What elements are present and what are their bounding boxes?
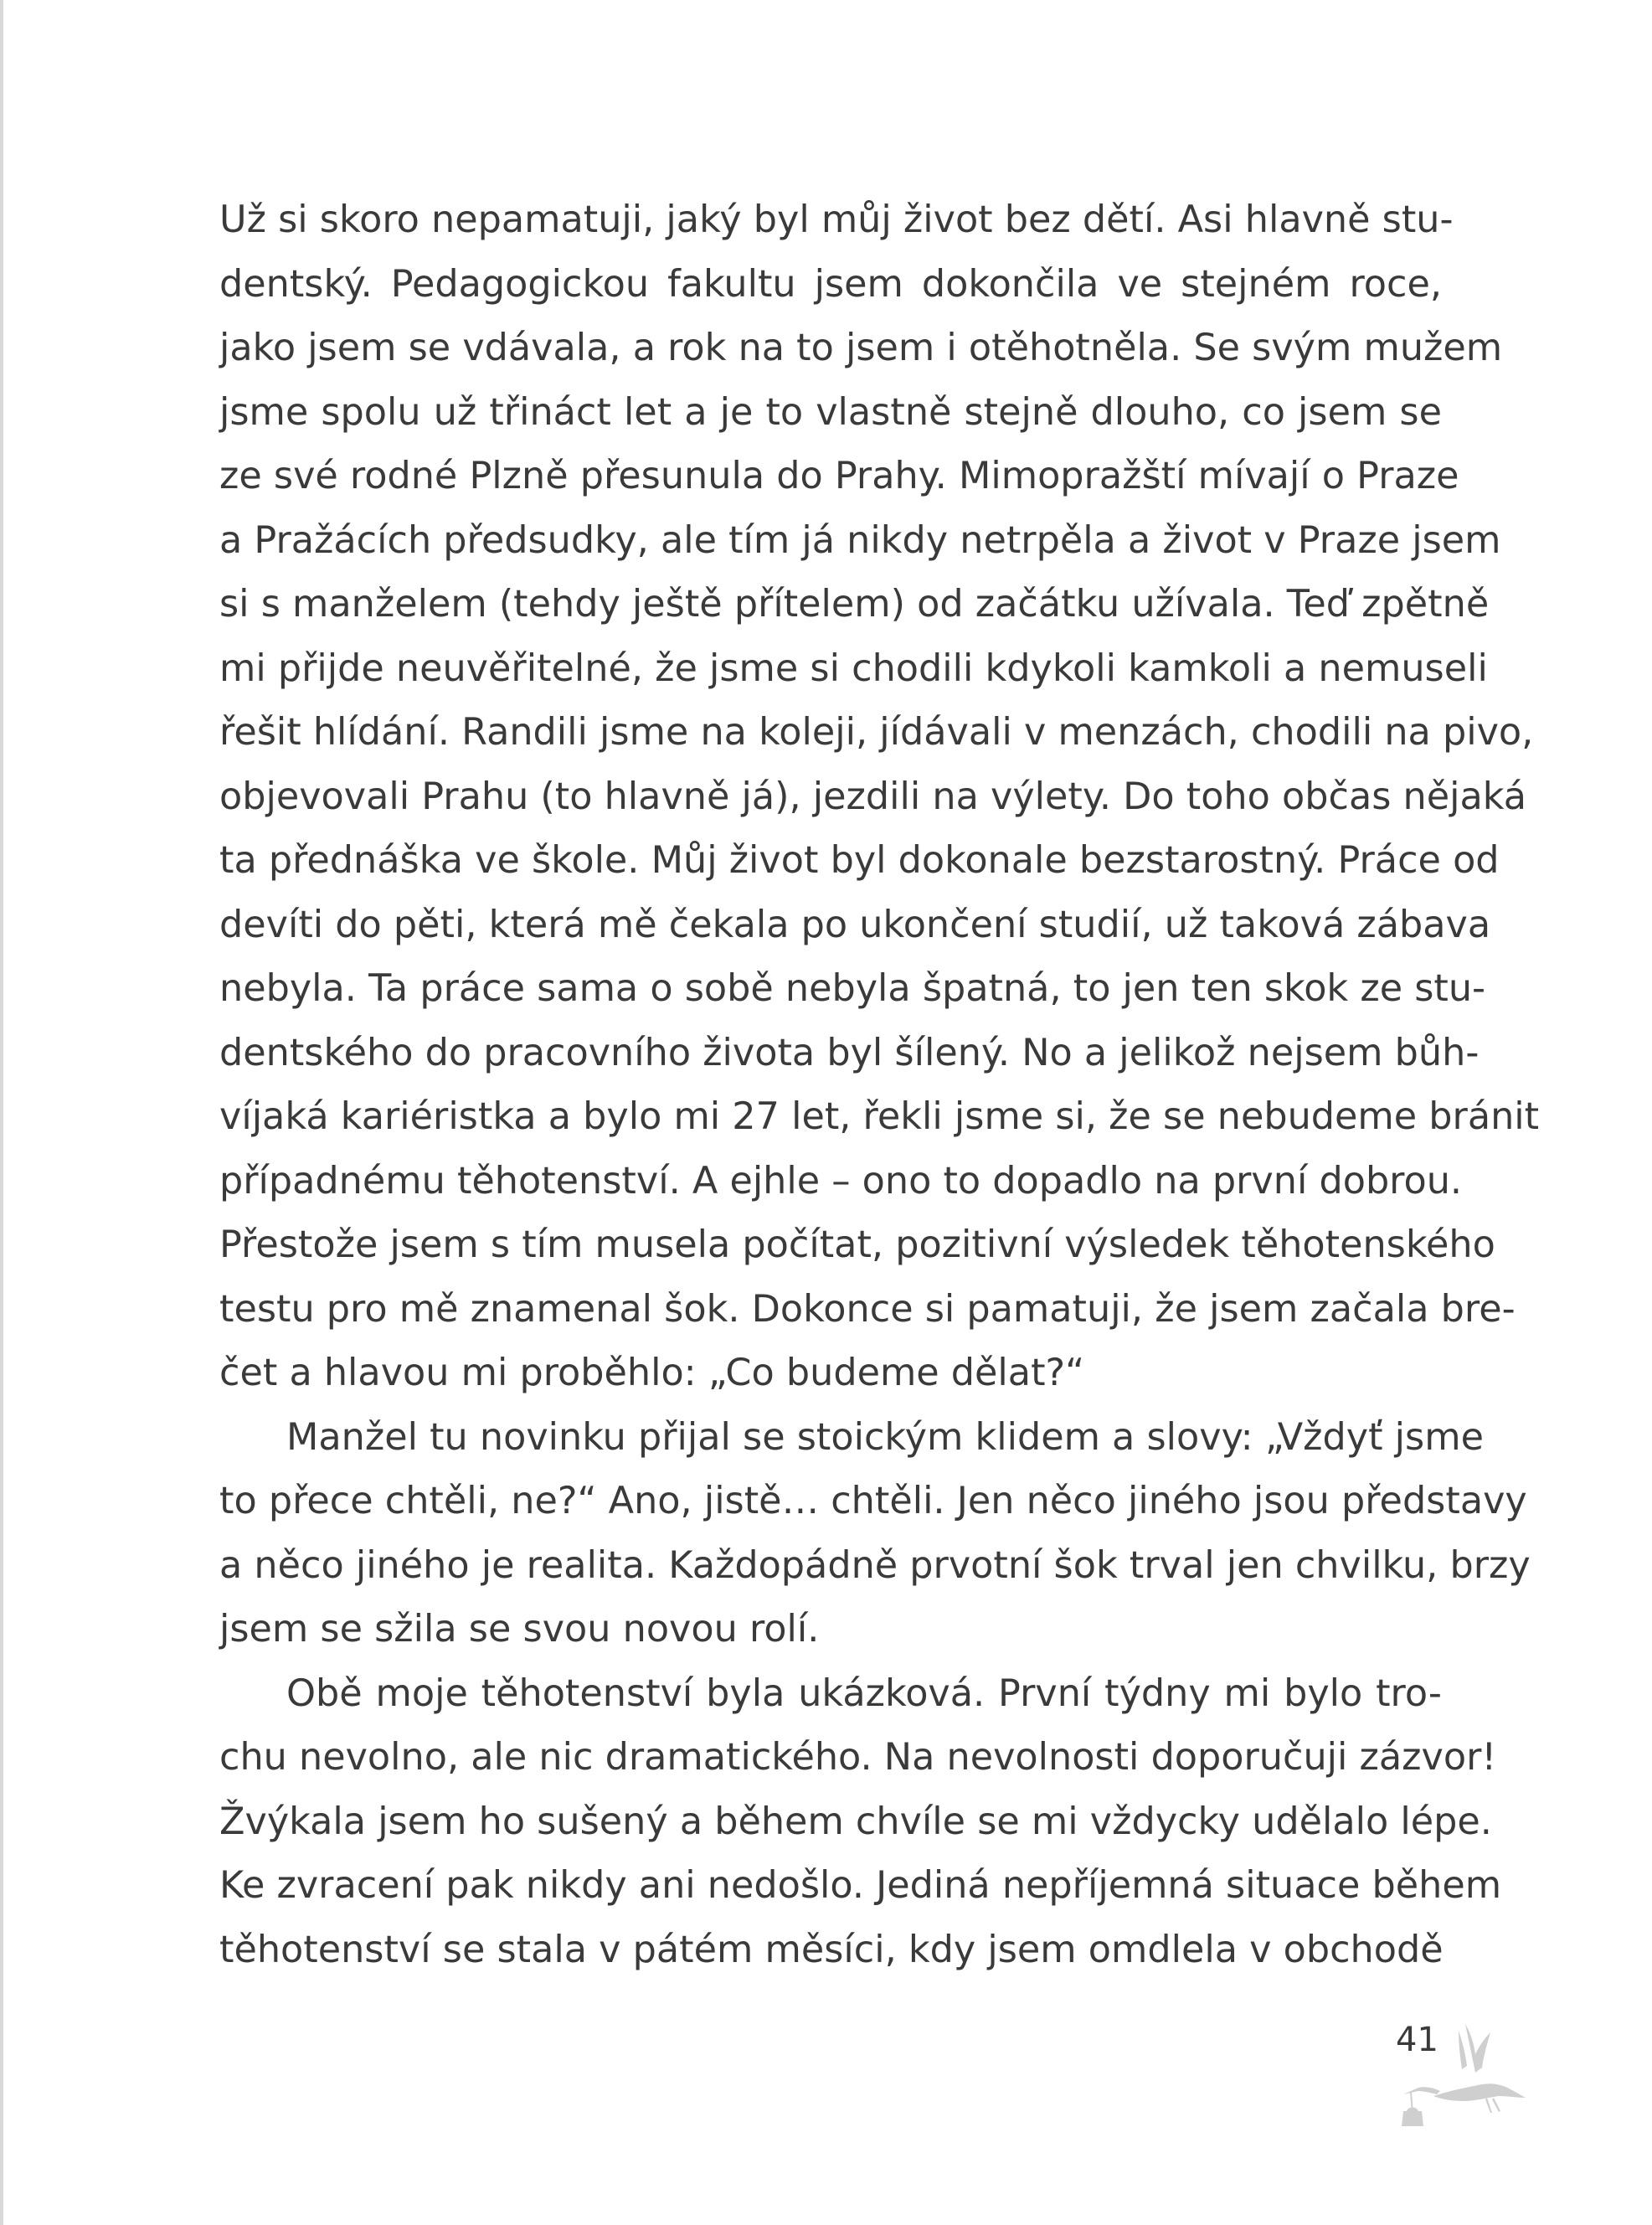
text-line: dentského do pracovního života byl šílený. No a jelikož nejsem bůh-: [219, 1031, 1480, 1074]
text-line: víjaká kariéristka a bylo mi 27 let, řekli jsme si, že se nebudeme bránit: [219, 1095, 1540, 1138]
text-line: mi přijde neuvěřitelné, že jsme si chodili kdykoli kamkoli a nemuseli: [219, 646, 1488, 690]
text-line: řešit hlídání. Randili jsme na koleji, jídávali v menzách, chodili na pivo,: [219, 711, 1534, 754]
text-line: Manžel tu novinku přijal se stoickým klidem a slovy: „Vždyť jsme: [286, 1415, 1484, 1459]
text-line: čet a hlavou mi proběhlo: „Co budeme dělat?“: [219, 1352, 1085, 1394]
text-line: a Pražácích předsudky, ale tím já nikdy netrpěla a život v Praze jsem: [219, 518, 1501, 562]
text-line: testu pro mě znamenal šok. Dokonce si pamatuji, že jsem začala bre-: [219, 1287, 1516, 1331]
text-line: devíti do pěti, která mě čekala po ukončení studií, už taková zábava: [219, 903, 1491, 946]
text-line: dentský. Pedagogickou fakultu jsem dokončila ve stejném roce,: [219, 262, 1442, 306]
text-line: jsme spolu už třináct let a je to vlastně stejně dlouho, co jsem se: [219, 390, 1442, 434]
text-line: ze své rodné Plzně přesunula do Prahy. Mimopražští mívají o Praze: [219, 455, 1459, 497]
text-line: Přestože jsem s tím musela počítat, pozitivní výsledek těhotenského: [219, 1223, 1495, 1266]
body-text: [219, 188, 1540, 1982]
text-line: nebyla. Ta práce sama o sobě nebyla špatná, to jen ten skok ze stu-: [219, 967, 1486, 1010]
text-line: a něco jiného je realita. Každopádně prvotní šok trval jen chvilku, brzy: [219, 1543, 1531, 1587]
paragraph: [219, 1406, 1531, 1662]
text-line: to přece chtěli, ne?“ Ano, jistě… chtěli. Jen něco jiného jsou představy: [219, 1480, 1527, 1522]
text-line: objevovali Prahu (to hlavně já), jezdili na výlety. Do toho občas nějaká: [219, 775, 1527, 818]
text-line: jsem se sžila se svou novou rolí.: [219, 1608, 820, 1651]
text-line: těhotenství se stala v pátém měsíci, kdy jsem omdlela v obchodě: [219, 1928, 1444, 1971]
text-line: si s manželem (tehdy ještě přítelem) od začátku užívala. Teď zpětně: [219, 583, 1490, 626]
page-number: 41: [1396, 2021, 1438, 2059]
text-line: jako jsem se vdávala, a rok na to jsem i otěhotněla. Se svým mužem: [219, 327, 1503, 369]
text-line: případnému těhotenství. A ejhle – ono to dopadlo na první dobrou.: [219, 1159, 1463, 1203]
text-line: Obě moje těhotenství byla ukázková. První týdny mi bylo tro-: [286, 1671, 1442, 1715]
text-line: chu nevolno, ale nic dramatického. Na nevolnosti doporučuji zázvor!: [219, 1736, 1497, 1779]
text-line: ta přednáška ve škole. Můj život byl dokonale bezstarostný. Práce od: [219, 839, 1500, 882]
text-line: Žvýkala jsem ho sušený a během chvíle se mi vždycky udělalo lépe.: [219, 1800, 1492, 1843]
text-line: Už si skoro nepamatuji, jaký byl můj život bez dětí. Asi hlavně stu-: [219, 198, 1454, 241]
paragraph: [219, 1662, 1502, 1983]
text-line: Ke zvracení pak nikdy ani nedošlo. Jediná nepříjemná situace během: [219, 1864, 1502, 1907]
page-edge: [0, 0, 3, 2225]
paragraph: [219, 188, 1540, 1406]
stork-with-bundle-icon: [1400, 2014, 1526, 2140]
